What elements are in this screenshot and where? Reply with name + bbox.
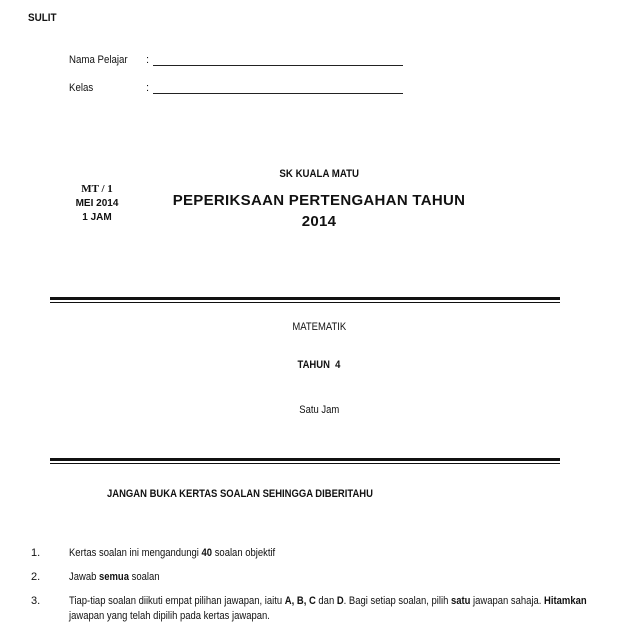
sulit-label: SULIT xyxy=(28,12,57,24)
name-underline xyxy=(153,54,403,66)
exam-year: 2014 xyxy=(301,213,337,230)
warning-text: JANGAN BUKA KERTAS SOALAN SEHINGGA DIBERITAHU xyxy=(107,488,373,500)
class-underline xyxy=(153,82,403,94)
instruction-number: 1. xyxy=(31,547,41,559)
instruction-number: 3. xyxy=(31,595,41,607)
instruction-item: Jawab semua soalan xyxy=(69,571,160,583)
paper-date: MEI 2014 xyxy=(75,198,119,209)
subject-time: Satu Jam xyxy=(299,404,339,416)
name-label: Nama Pelajar xyxy=(69,54,128,66)
instruction-number: 2. xyxy=(31,571,41,583)
instruction-item-continued: jawapan yang telah dipilih pada kertas jawapan. xyxy=(69,610,270,622)
class-label: Kelas xyxy=(69,82,94,94)
subject-year: TAHUN 4 xyxy=(297,359,341,371)
top-rule-thick xyxy=(50,297,560,300)
class-field[interactable] xyxy=(146,82,403,94)
instruction-item: Tiap-tiap soalan diikuti empat pilihan jawapan, iaitu A, B, C dan D. Bagi setiap soalan, pilih satu jawapan sahaja. Hitamkan xyxy=(69,595,587,607)
name-field[interactable] xyxy=(146,54,403,66)
instruction-item: Kertas soalan ini mengandungi 40 soalan objektif xyxy=(69,547,276,559)
bottom-rule-thick xyxy=(50,458,560,461)
top-rule-thin xyxy=(50,302,560,303)
subject-name: MATEMATIK xyxy=(292,321,346,333)
paper-code: MT / 1 xyxy=(81,183,113,195)
paper-duration: 1 JAM xyxy=(82,212,112,223)
exam-title: PEPERIKSAAN PERTENGAHAN TAHUN xyxy=(172,192,466,209)
school-name: SK KUALA MATU xyxy=(279,168,359,180)
name-colon: : xyxy=(146,54,150,66)
class-colon: : xyxy=(146,82,150,94)
bottom-rule-thin xyxy=(50,463,560,464)
